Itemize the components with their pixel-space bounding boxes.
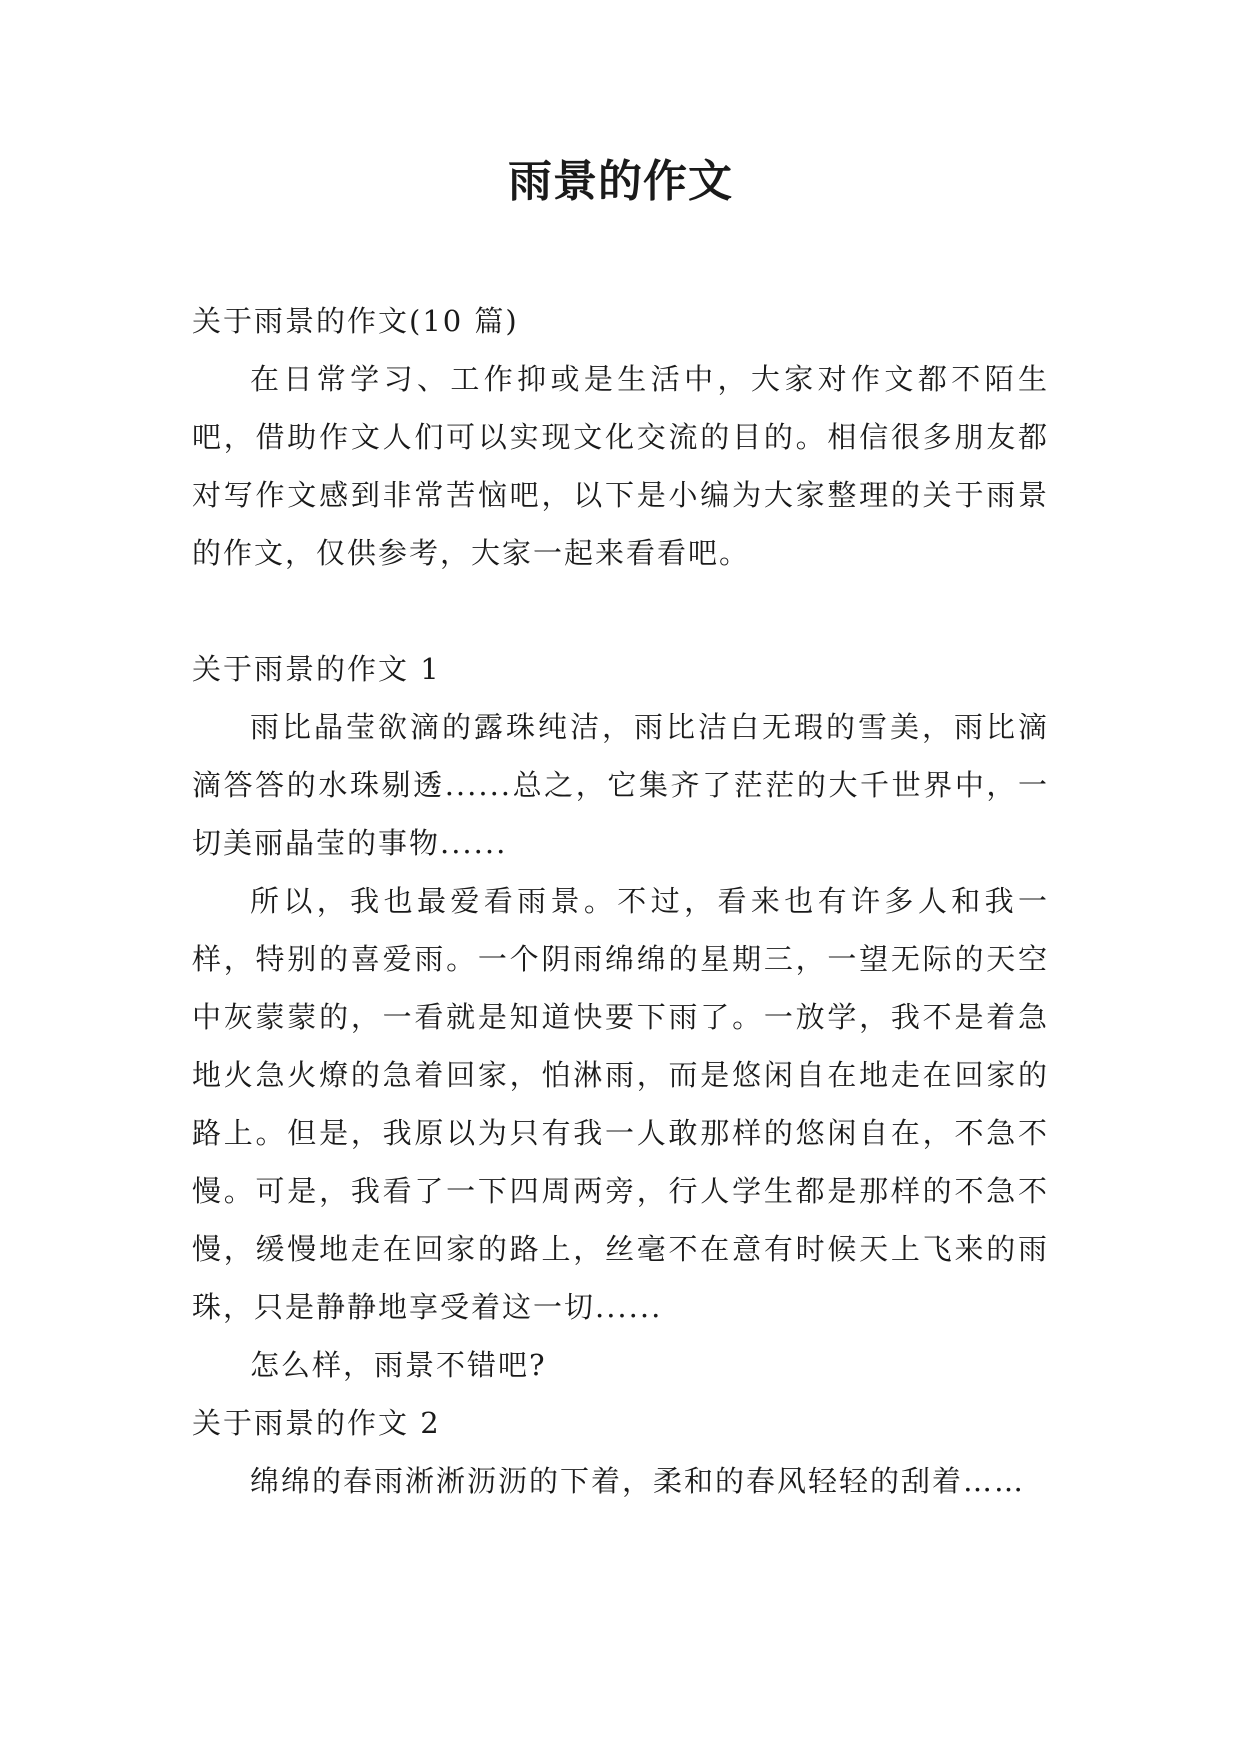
essay-2-heading: 关于雨景的作文 2 <box>192 1406 441 1440</box>
document-body <box>192 292 1049 1510</box>
essay-2-paragraph-1: 绵绵的春雨淅淅沥沥的下着，柔和的春风轻轻的刮着…… <box>250 1464 1026 1498</box>
section-spacer <box>192 582 1049 640</box>
essay-1-paragraph-1: 雨比晶莹欲滴的露珠纯洁，雨比洁白无瑕的雪美，雨比滴滴答答的水珠剔透......总之，它集齐了茫茫的大千世界中，一切美丽晶莹的事物...... <box>192 710 1049 860</box>
essay-1-paragraph-2: 所以，我也最爱看雨景。不过，看来也有许多人和我一样，特别的喜爱雨。一个阴雨绵绵的星期三，一望无际的天空中灰蒙蒙的，一看就是知道快要下雨了。一放学，我不是着急地火急火燎的急着回家，怕淋雨，而是悠闲自在地走在回家的路上。但是，我原以为只有我一人敢那样的悠闲自在，不急不慢。可是，我看了一下四周两旁，行人学生都是那样的不急不慢，缓慢地走在回家的路上，丝毫不在意有时候天上飞来的雨珠，只是静静地享受着这一切...... <box>192 884 1049 1324</box>
essay-1-heading: 关于雨景的作文 1 <box>192 652 441 686</box>
intro-heading: 关于雨景的作文(10 篇) <box>192 304 519 338</box>
intro-paragraph: 在日常学习、工作抑或是生活中，大家对作文都不陌生吧，借助作文人们可以实现文化交流的目的。相信很多朋友都对写作文感到非常苦恼吧，以下是小编为大家整理的关于雨景的作文，仅供参考，大家一起来看看吧。 <box>192 362 1049 570</box>
essay-1-paragraph-3: 怎么样，雨景不错吧? <box>250 1348 547 1382</box>
document-title: 雨景的作文 <box>508 156 733 207</box>
